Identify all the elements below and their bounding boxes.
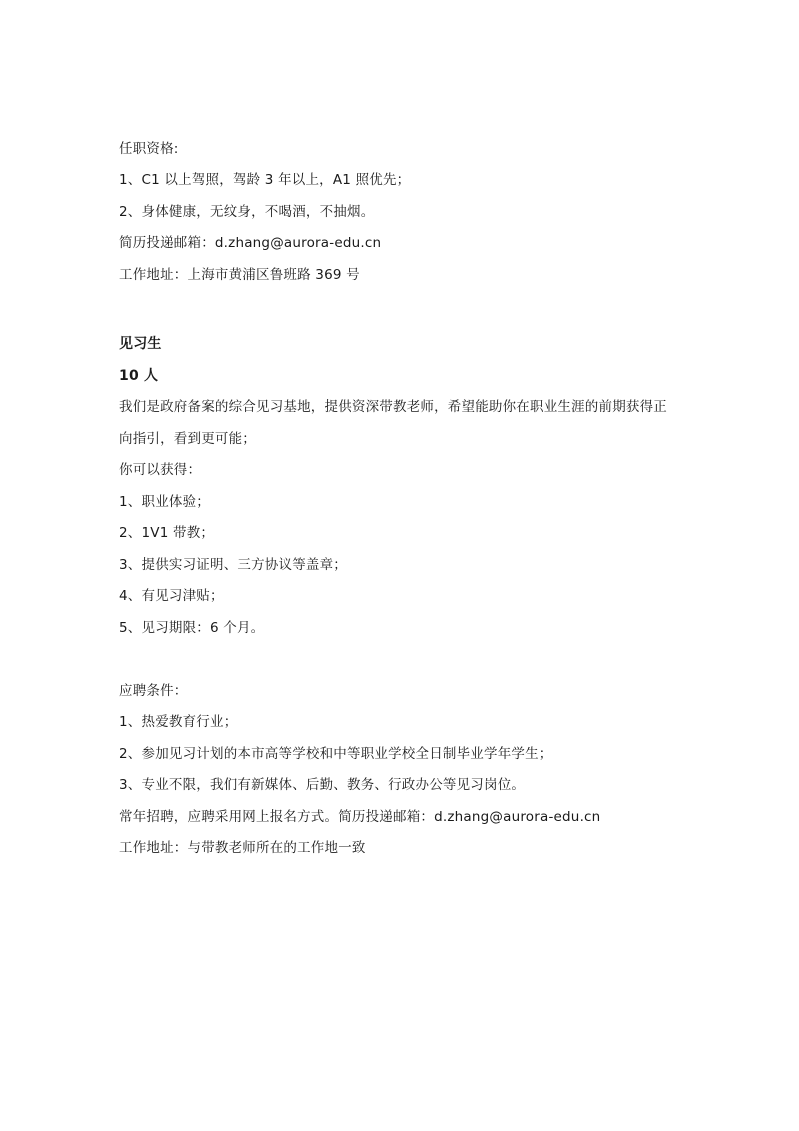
benefit-item: 5、见习期限：6 个月。 <box>119 620 265 636</box>
position-title: 见习生 <box>119 336 162 352</box>
application-note: 常年招聘，应聘采用网上报名方式。简历投递邮箱：d.zhang@aurora-edu.cn <box>119 809 601 825</box>
benefit-item: 1、职业体验； <box>119 494 210 510</box>
qualification-item: 2、身体健康，无纹身，不喝酒，不抽烟。 <box>119 204 375 220</box>
intro-paragraph-line: 向指引，看到更可能； <box>119 431 256 447</box>
requirement-item: 1、热爱教育行业； <box>119 714 238 730</box>
requirements-heading: 应聘条件： <box>119 683 188 699</box>
qualification-item: 1、C1 以上驾照，驾龄 3 年以上，A1 照优先； <box>119 172 411 188</box>
work-address-line: 工作地址：上海市黄浦区鲁班路 369 号 <box>119 267 360 283</box>
benefit-item: 2、1V1 带教； <box>119 525 215 541</box>
benefit-item: 3、提供实习证明、三方协议等盖章； <box>119 557 347 573</box>
resume-email-line: 简历投递邮箱：d.zhang@aurora-edu.cn <box>119 235 382 251</box>
benefits-heading: 你可以获得： <box>119 462 202 478</box>
work-address-line: 工作地址：与带教老师所在的工作地一致 <box>119 840 366 856</box>
benefit-item: 4、有见习津贴； <box>119 588 224 604</box>
requirement-item: 3、专业不限，我们有新媒体、后勤、教务、行政办公等见习岗位。 <box>119 777 526 793</box>
intro-paragraph-line: 我们是政府备案的综合见习基地，提供资深带教老师，希望能助你在职业生涯的前期获得正 <box>119 399 667 415</box>
headcount: 10 人 <box>119 368 159 384</box>
qualifications-heading: 任职资格: <box>119 141 179 157</box>
requirement-item: 2、参加见习计划的本市高等学校和中等职业学校全日制毕业学年学生； <box>119 746 553 762</box>
